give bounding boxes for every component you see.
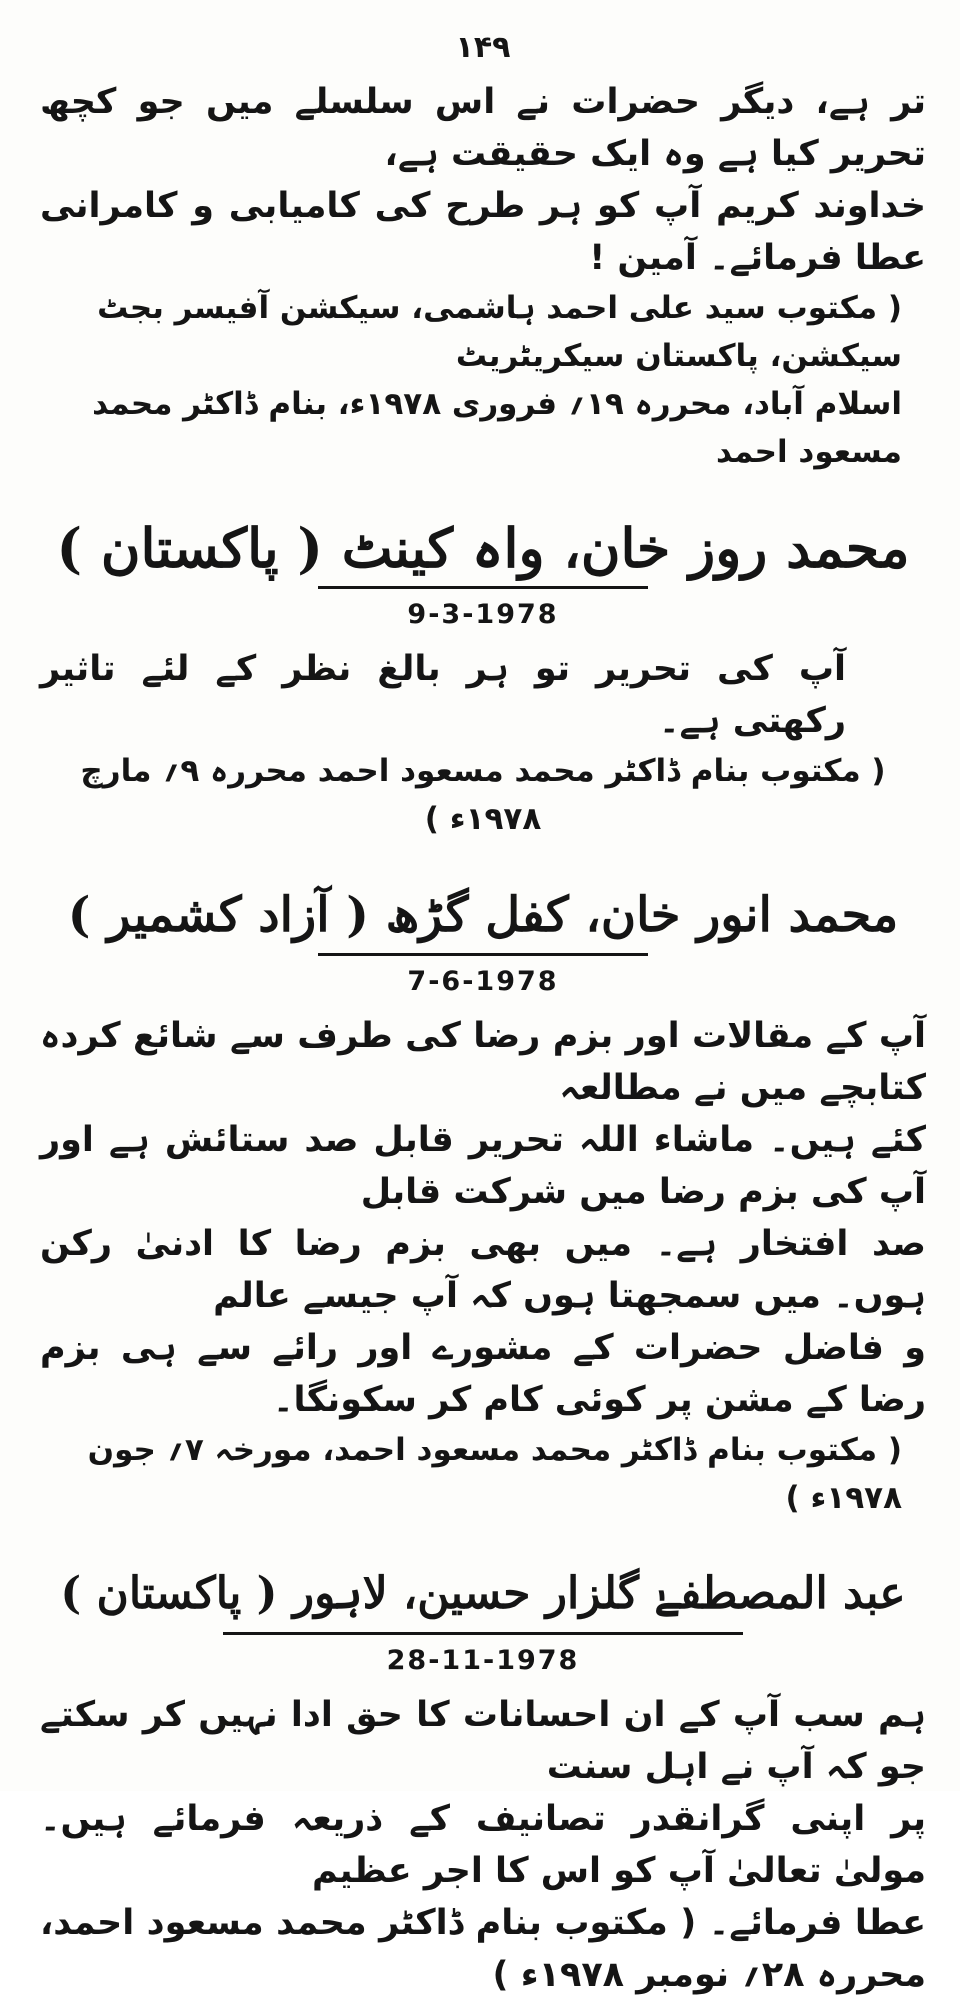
intro-reference-line: ( مکتوب سید علی احمد ہاشمی، سیکشن آفیسر بجٹ سیکشن، پاکستان سیکریٹریٹ — [97, 290, 902, 374]
heading-underline — [318, 586, 648, 589]
letter-body-line: کئے ہیں۔ ماشاء اللہ تحریر قابل صد ستائش ہے اور آپ کی بزم رضا میں شرکت قابل — [40, 1120, 926, 1212]
letter-section — [40, 510, 926, 843]
intro-reference-line: اسلام آباد، محررہ ۱۹؍ فروری ۱۹۷۸ء، بنام ڈاکٹر محمد مسعود احمد — [92, 386, 902, 470]
letter-heading-wrap — [40, 510, 926, 586]
letter-heading: محمد انور خان، کفل گڑھ ( آزاد کشمیر ) — [67, 887, 899, 943]
heading-underline — [223, 1632, 743, 1635]
letter-body-line: ہم سب آپ کے ان احسانات کا حق ادا نہیں کر سکتے جو کہ آپ نے اہل سنت — [40, 1695, 926, 1787]
letter-body-line: صد افتخار ہے۔ میں بھی بزم رضا کا ادنیٰ رکن ہوں۔ میں سمجھتا ہوں کہ آپ جیسے عالم — [40, 1224, 926, 1316]
letter-body-line: و فاضل حضرات کے مشورے اور رائے سے ہی بزم رضا کے مشن پر کوئی کام کر سکونگا۔ — [40, 1328, 926, 1420]
letter-date: 28-11-1978 — [386, 1645, 580, 1676]
letter-section — [40, 1556, 926, 2001]
letter-body-line: آپ کے مقالات اور بزم رضا کی طرف سے شائع کردہ کتابچے میں نے مطالعہ — [40, 1016, 926, 1108]
letter-body-line: پر اپنی گرانقدر تصانیف کے ذریعہ فرمائے ہیں۔ مولیٰ تعالیٰ آپ کو اس کا اجر عظیم — [40, 1799, 926, 1891]
letter-date: 9-3-1978 — [407, 599, 559, 630]
letter-heading: عبد المصطفےٰ گلزار حسین، لاہور ( پاکستان ) — [60, 1568, 906, 1619]
letter-heading-wrap — [40, 1556, 926, 1632]
intro-section — [40, 76, 926, 476]
intro-line: تر ہے، دیگر حضرات نے اس سلسلے میں جو کچھ تحریر کیا ہے وہ ایک حقیقت ہے، — [40, 82, 926, 174]
letter-reference: ( مکتوب بنام ڈاکٹر محمد مسعود احمد، مورخہ ۷؍ جون ۱۹۷۸ء ) — [87, 1432, 902, 1516]
intro-line: خداوند کریم آپ کو ہر طرح کی کامیابی و کامرانی عطا فرمائے۔ آمین ! — [40, 186, 926, 278]
page-number: ۱۴۹ — [455, 30, 511, 65]
letter-date: 7-6-1978 — [407, 966, 559, 997]
letter-reference: ( مکتوب بنام ڈاکٹر محمد مسعود احمد محررہ ۹؍ مارچ ۱۹۷۸ء ) — [80, 753, 886, 837]
letter-body-line: عطا فرمائے۔ ( مکتوب بنام ڈاکٹر محمد مسعود احمد، محررہ ۲۸؍ نومبر ۱۹۷۸ء ) — [40, 1903, 926, 1995]
letter-body-line: آپ کی تحریر تو ہر بالغ نظر کے لئے تاثیر رکھتی ہے۔ — [40, 649, 846, 741]
heading-underline — [318, 953, 648, 956]
letter-heading-wrap — [40, 877, 926, 953]
letter-section — [40, 877, 926, 1522]
letter-heading: محمد روز خان، واہ کینٹ ( پاکستان ) — [56, 516, 910, 580]
